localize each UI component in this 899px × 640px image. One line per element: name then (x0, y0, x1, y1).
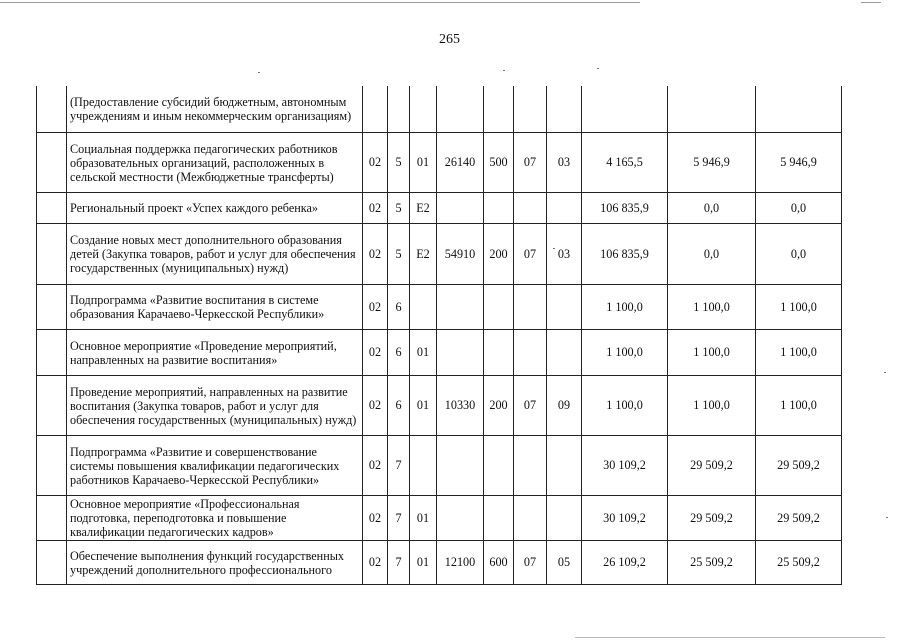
row-value-3: 1 100,0 (756, 375, 842, 435)
row-value-3: 29 509,2 (756, 435, 842, 495)
row-code-5: 500 (484, 132, 514, 192)
row-code-7 (547, 284, 582, 329)
row-code-3 (410, 435, 437, 495)
table-row (37, 86, 842, 132)
row-code-6 (514, 435, 547, 495)
row-value-3: 1 100,0 (756, 329, 842, 375)
row-code-4 (437, 435, 484, 495)
row-value-3: 25 509,2 (756, 540, 842, 584)
row-code-5 (484, 284, 514, 329)
row-code-6 (514, 329, 547, 375)
row-name: Социальная поддержка педагогических работников образовательных организаций, расположенных в сельской местности (Межбюджетные трансферты) (67, 132, 363, 192)
scan-speck (503, 70, 505, 71)
scan-speck (597, 68, 599, 69)
row-code-4: 10330 (437, 375, 484, 435)
row-code-2: 5 (388, 223, 410, 284)
row-code-7: 09 (547, 375, 582, 435)
row-code-3: 01 (410, 495, 437, 540)
row-name: Региональный проект «Успех каждого ребенка» (67, 192, 363, 223)
row-value-1: 1 100,0 (582, 375, 668, 435)
row-name: Основное мероприятие «Проведение мероприятий, направленных на развитие воспитания» (67, 329, 363, 375)
row-code-6 (514, 192, 547, 223)
row-code-4 (437, 284, 484, 329)
row-code-6: 07 (514, 132, 547, 192)
table-row (37, 223, 842, 284)
row-value-1: 106 835,9 (582, 223, 668, 284)
row-name: Создание новых мест дополнительного образования детей (Закупка товаров, работ и услуг для обеспечения государственных (муниципальных) нужд) (67, 223, 363, 284)
row-value-3: 29 509,2 (756, 495, 842, 540)
row-code-7 (547, 495, 582, 540)
row-code-1: 02 (363, 435, 388, 495)
row-code-3 (410, 284, 437, 329)
row-code-1: 02 (363, 495, 388, 540)
row-code-2: 6 (388, 284, 410, 329)
row-code-4: 26140 (437, 132, 484, 192)
row-value-1: 106 835,9 (582, 192, 668, 223)
row-value-3 (756, 86, 842, 132)
row-value-2: 1 100,0 (668, 284, 756, 329)
row-value-2: 5 946,9 (668, 132, 756, 192)
row-value-1: 30 109,2 (582, 435, 668, 495)
row-name: Основное мероприятие «Профессиональная подготовка, переподготовка и повышение квалификации педагогических кадров» (67, 495, 363, 540)
row-code-7 (547, 435, 582, 495)
scan-top-rule-right (861, 2, 881, 3)
row-value-2: 0,0 (668, 192, 756, 223)
row-code-3: 01 (410, 132, 437, 192)
row-value-2: 29 509,2 (668, 495, 756, 540)
row-code-2: 7 (388, 435, 410, 495)
row-code-5: 200 (484, 375, 514, 435)
row-code-6 (514, 86, 547, 132)
row-value-3: 0,0 (756, 223, 842, 284)
row-code-3: E2 (410, 192, 437, 223)
row-code-2: 5 (388, 132, 410, 192)
row-code-4 (437, 192, 484, 223)
row-code-5 (484, 495, 514, 540)
row-code-1: 02 (363, 132, 388, 192)
row-value-2: 29 509,2 (668, 435, 756, 495)
row-code-4: 12100 (437, 540, 484, 584)
row-code-5: 600 (484, 540, 514, 584)
row-code-7: 05 (547, 540, 582, 584)
row-code-5: 200 (484, 223, 514, 284)
row-code-2: 6 (388, 375, 410, 435)
row-value-1: 1 100,0 (582, 329, 668, 375)
table-row (37, 192, 842, 223)
row-code-3: E2 (410, 223, 437, 284)
row-value-1: 4 165,5 (582, 132, 668, 192)
row-code-7 (547, 329, 582, 375)
row-value-1 (582, 86, 668, 132)
page-number: 265 (439, 32, 460, 47)
row-gutter (37, 540, 67, 584)
table-row (37, 435, 842, 495)
scan-speck (884, 372, 886, 373)
row-value-2: 0,0 (668, 223, 756, 284)
row-code-7: 03 (547, 132, 582, 192)
row-value-3: 0,0 (756, 192, 842, 223)
row-name: Обеспечение выполнения функций государственных учреждений дополнительного профессионального (67, 540, 363, 584)
table-row (37, 495, 842, 540)
table-row (37, 132, 842, 192)
scan-speck (553, 248, 555, 249)
row-gutter (37, 284, 67, 329)
row-gutter (37, 329, 67, 375)
scan-bottom-rule (575, 637, 885, 638)
row-code-6: 07 (514, 223, 547, 284)
table-row (37, 375, 842, 435)
table-row (37, 329, 842, 375)
row-gutter (37, 495, 67, 540)
row-code-5 (484, 329, 514, 375)
row-gutter (37, 435, 67, 495)
row-code-4: 54910 (437, 223, 484, 284)
row-code-7 (547, 192, 582, 223)
row-gutter (37, 132, 67, 192)
row-code-3: 01 (410, 329, 437, 375)
row-name: Подпрограмма «Развитие и совершенствование системы повышения квалификации педагогических работников Карачаево-Черкесской Республики» (67, 435, 363, 495)
row-code-7: 03 (547, 223, 582, 284)
row-name: Проведение мероприятий, направленных на развитие воспитания (Закупка товаров, работ и услуг для обеспечения государственных (муниципальных) нужд) (67, 375, 363, 435)
row-code-1: 02 (363, 375, 388, 435)
row-code-3: 01 (410, 540, 437, 584)
row-code-1: 02 (363, 223, 388, 284)
table-row (37, 284, 842, 329)
row-value-2 (668, 86, 756, 132)
row-gutter (37, 375, 67, 435)
row-value-3: 1 100,0 (756, 284, 842, 329)
row-value-2: 1 100,0 (668, 375, 756, 435)
row-gutter (37, 192, 67, 223)
row-code-3 (410, 86, 437, 132)
row-code-4 (437, 86, 484, 132)
row-code-2: 6 (388, 329, 410, 375)
row-code-5 (484, 86, 514, 132)
row-name: (Предоставление субсидий бюджетным, автономным учреждениям и иным некоммерческим организациям) (67, 86, 363, 132)
row-code-6 (514, 495, 547, 540)
row-value-1: 1 100,0 (582, 284, 668, 329)
row-code-4 (437, 495, 484, 540)
row-value-3: 5 946,9 (756, 132, 842, 192)
row-code-7 (547, 86, 582, 132)
row-code-2: 7 (388, 495, 410, 540)
row-code-3: 01 (410, 375, 437, 435)
scan-speck (886, 517, 888, 518)
row-code-1: 02 (363, 192, 388, 223)
row-code-6: 07 (514, 540, 547, 584)
row-code-1 (363, 86, 388, 132)
row-code-5 (484, 192, 514, 223)
table-row (37, 540, 842, 584)
row-code-4 (437, 329, 484, 375)
row-code-1: 02 (363, 284, 388, 329)
row-gutter (37, 223, 67, 284)
budget-table (36, 86, 842, 585)
scan-speck (258, 72, 260, 73)
scan-top-rule (0, 2, 640, 3)
row-code-2: 5 (388, 192, 410, 223)
row-value-2: 1 100,0 (668, 329, 756, 375)
row-code-6: 07 (514, 375, 547, 435)
row-code-2 (388, 86, 410, 132)
row-value-2: 25 509,2 (668, 540, 756, 584)
row-code-1: 02 (363, 540, 388, 584)
row-value-1: 30 109,2 (582, 495, 668, 540)
row-code-5 (484, 435, 514, 495)
row-code-2: 7 (388, 540, 410, 584)
row-gutter (37, 86, 67, 132)
row-code-1: 02 (363, 329, 388, 375)
row-code-6 (514, 284, 547, 329)
row-name: Подпрограмма «Развитие воспитания в системе образования Карачаево-Черкесской Республики» (67, 284, 363, 329)
row-value-1: 26 109,2 (582, 540, 668, 584)
